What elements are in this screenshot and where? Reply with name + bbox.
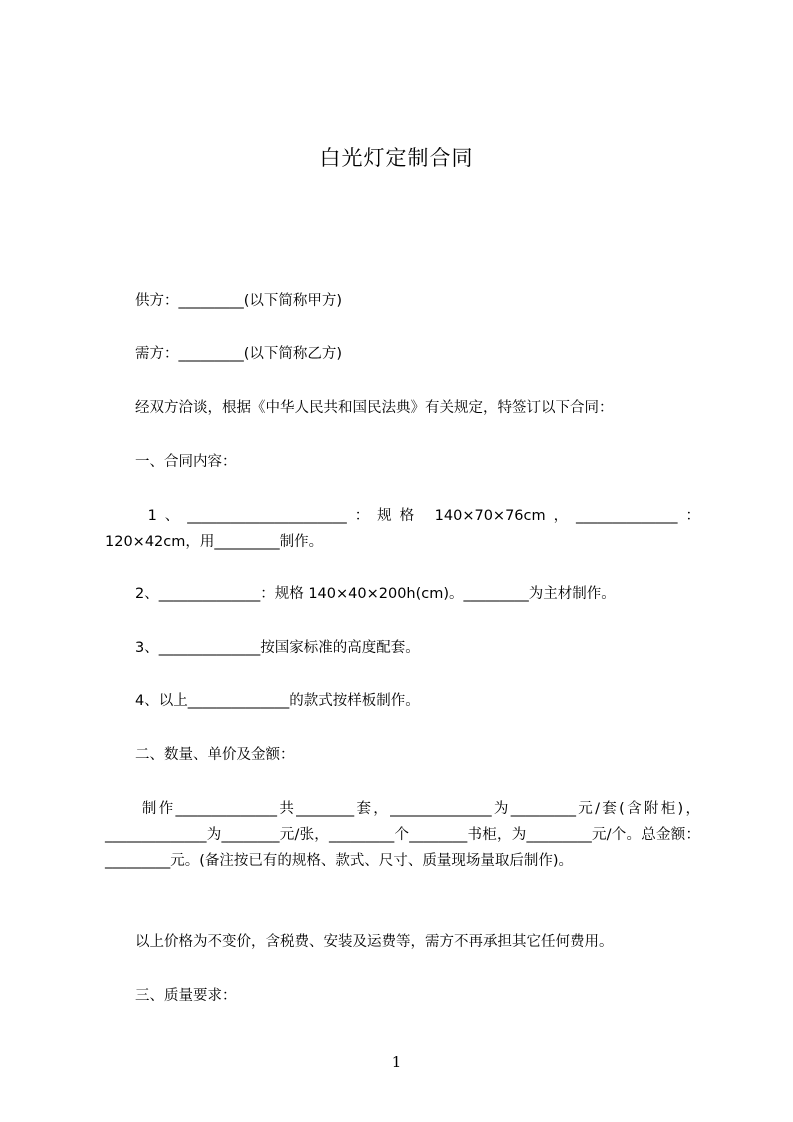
section-heading-quality: 三、质量要求：	[135, 988, 237, 1004]
document-title: 白光灯定制合同	[319, 146, 474, 170]
clause-item-4: 4、以上______________的款式按样板制作。	[135, 693, 420, 709]
price-terms-paragraph: 以上价格为不变价，含税费、安装及运费等，需方不再承担其它任何费用。	[135, 934, 614, 950]
buyer-line: 需方：_________(以下简称乙方)	[135, 346, 343, 362]
section-heading-contract-content: 一、合同内容：	[135, 454, 237, 470]
quantity-price-paragraph: 制作______________共________套，______________为_________元/套(含附柜)，______________为________元/张，_________个________书柜，为_________元/个。总金额：_________元。(备注按已有的规格、款式、尺寸、质量现场量取后制作)。	[105, 801, 700, 869]
clause-item-3: 3、______________按国家标准的高度配套。	[135, 640, 420, 656]
supplier-line: 供方：_________(以下简称甲方)	[135, 293, 343, 309]
section-heading-quantity-price: 二、数量、单价及金额：	[135, 747, 295, 763]
preamble-paragraph: 经双方洽谈，根据《中华人民共和国民法典》有关规定，特签订以下合同：	[135, 400, 614, 416]
page-number: 1	[391, 1053, 402, 1071]
clause-item-1: 1、______________________：规格 140×70×76cm，______________：120×42cm，用_________制作。	[105, 508, 701, 550]
clause-item-2: 2、______________：规格 140×40×200h(cm)。_________为主材制作。	[135, 586, 616, 602]
